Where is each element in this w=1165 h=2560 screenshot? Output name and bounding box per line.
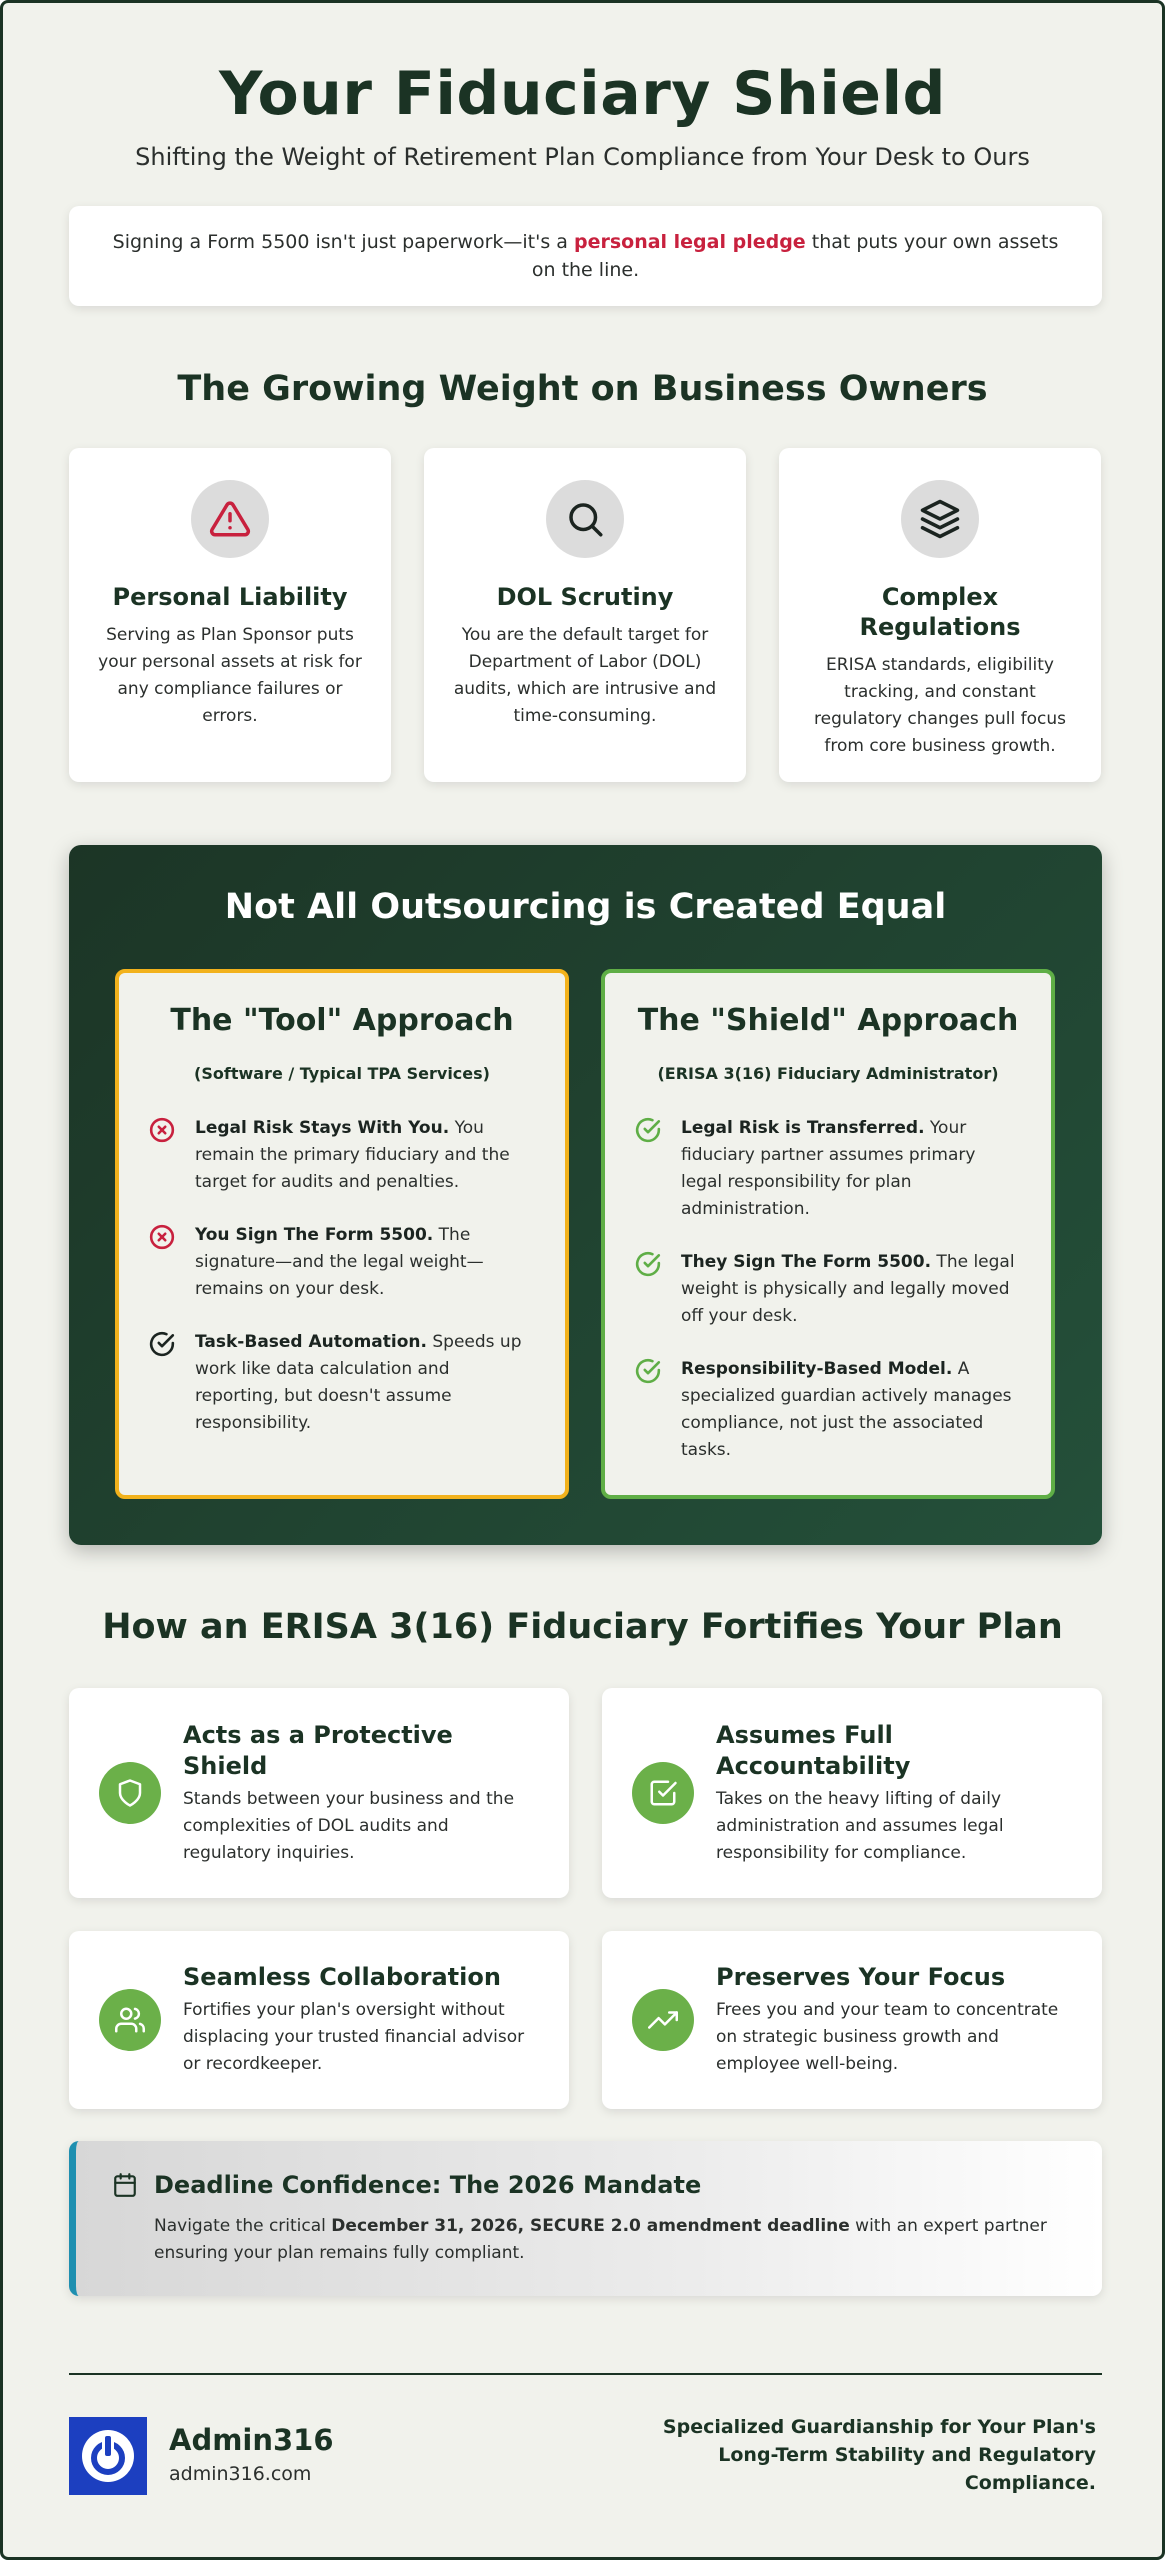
burden-card-regulations — [779, 448, 1101, 782]
pledge-callout — [69, 206, 1102, 306]
burden-card-dol — [424, 448, 746, 782]
deadline-callout — [69, 2141, 1102, 2296]
burden-section-title: The Growing Weight on Business Owners — [177, 369, 988, 409]
item-bold: You Sign The Form 5500. — [195, 1225, 434, 1245]
benefit-card-text: Stands between your business and the complexities of DOL audits and regulatory inquiries. — [183, 1788, 515, 1863]
item-text: The legal weight is physically and legally moved off your desk. — [681, 1252, 1015, 1326]
page-title: Your Fiduciary Shield — [219, 59, 946, 129]
list-item — [149, 1222, 535, 1303]
shield-approach-title: The "Shield" Approach — [637, 1003, 1019, 1038]
burden-card-title: DOL Scrutiny — [496, 583, 674, 611]
item-bold: Legal Risk Stays With You. — [195, 1118, 450, 1138]
benefit-card-collaboration — [69, 1931, 569, 2109]
users-icon — [99, 1989, 161, 2051]
benefit-card-shield — [69, 1688, 569, 1898]
calendar-icon — [112, 2172, 138, 2198]
check-square-icon — [632, 1762, 694, 1824]
tool-approach-subtitle: (Software / Typical TPA Services) — [194, 1064, 490, 1083]
deadline-text-before: Navigate the critical — [154, 2216, 332, 2236]
tool-approach-card — [115, 969, 569, 1499]
list-item — [149, 1115, 535, 1196]
list-item — [635, 1356, 1021, 1464]
benefit-card-text: Frees you and your team to concentrate on strategic business growth and employee well-being. — [716, 2000, 1059, 2074]
item-bold: Task-Based Automation. — [195, 1332, 427, 1352]
burden-card-liability — [69, 448, 391, 782]
pledge-text-after: that puts your own assets on the line. — [531, 231, 1059, 281]
item-text: Speeds up work like data calculation and reporting, but doesn't assume responsibility. — [195, 1332, 522, 1433]
benefit-card-title: Preserves Your Focus — [716, 1963, 1006, 1991]
shield-icon — [99, 1762, 161, 1824]
benefit-card-title: Assumes Full Accountability — [716, 1720, 911, 1780]
burden-card-title: Complex Regulations — [859, 583, 1021, 641]
benefit-card-text: Fortifies your plan's oversight without displacing your trusted financial advisor or recordkeeper. — [183, 2000, 525, 2074]
burden-card-title: Personal Liability — [112, 583, 348, 611]
benefit-card-title: Acts as a Protective Shield — [183, 1720, 453, 1780]
pledge-text-before: Signing a Form 5500 isn't just paperwork—it's a — [112, 231, 574, 253]
x-circle-icon — [149, 1224, 175, 1250]
benefits-section-title: How an ERISA 3(16) Fiduciary Fortifies Your Plan — [102, 1607, 1063, 1647]
comparison-panel — [69, 845, 1102, 1545]
brand-logo — [69, 2417, 147, 2495]
list-item — [635, 1115, 1021, 1223]
check-circle-icon — [635, 1358, 661, 1384]
benefit-card-title: Seamless Collaboration — [183, 1963, 501, 1991]
benefit-card-accountability — [602, 1688, 1102, 1898]
warning-triangle-icon — [191, 480, 269, 558]
tool-approach-title: The "Tool" Approach — [170, 1003, 514, 1038]
benefit-card-text: Takes on the heavy lifting of daily administration and assumes legal responsibility for compliance. — [716, 1788, 1004, 1863]
brand-name: Admin316 — [169, 2423, 334, 2457]
pledge-highlight: personal legal pledge — [573, 231, 806, 253]
burden-card-text: ERISA standards, eligibility tracking, and constant regulatory changes pull focus from core business growth. — [814, 655, 1066, 756]
deadline-text-after: with an expert partner ensuring your plan remains fully compliant. — [154, 2216, 1047, 2263]
item-text: You remain the primary fiduciary and the target for audits and penalties. — [195, 1118, 510, 1192]
burden-card-text: Serving as Plan Sponsor puts your personal assets at risk for any compliance failures or errors. — [98, 625, 362, 726]
x-circle-icon — [149, 1117, 175, 1143]
check-circle-icon — [635, 1251, 661, 1277]
deadline-title: Deadline Confidence: The 2026 Mandate — [154, 2171, 702, 2199]
check-circle-icon — [149, 1331, 175, 1357]
footer-divider — [69, 2373, 1102, 2375]
item-text: A specialized guardian actively manages compliance, not just the associated tasks. — [681, 1359, 1012, 1460]
shield-approach-card — [601, 969, 1055, 1499]
footer-tagline: Specialized Guardianship for Your Plan's Long-Term Stability and Regulatory Compliance. — [662, 2416, 1096, 2494]
item-text: Your fiduciary partner assumes primary legal responsibility for plan administration. — [681, 1118, 976, 1219]
brand-url[interactable]: admin316.com — [169, 2463, 312, 2485]
check-circle-icon — [635, 1117, 661, 1143]
benefit-card-focus — [602, 1931, 1102, 2109]
shield-approach-subtitle: (ERISA 3(16) Fiduciary Administrator) — [657, 1064, 999, 1083]
item-bold: They Sign The Form 5500. — [681, 1252, 932, 1272]
list-item — [149, 1329, 535, 1437]
page-subtitle: Shifting the Weight of Retirement Plan Compliance from Your Desk to Ours — [135, 143, 1030, 171]
deadline-date: December 31, 2026, SECURE 2.0 amendment deadline — [331, 2216, 850, 2236]
comparison-title: Not All Outsourcing is Created Equal — [224, 887, 947, 927]
search-icon — [546, 480, 624, 558]
power-logo-icon — [76, 2424, 140, 2488]
burden-card-text: You are the default target for Department of Labor (DOL) audits, which are intrusive and time-consuming. — [453, 625, 717, 726]
item-bold: Legal Risk is Transferred. — [681, 1118, 925, 1138]
list-item — [635, 1249, 1021, 1330]
trending-up-icon — [632, 1989, 694, 2051]
item-text: The signature—and the legal weight—remains on your desk. — [195, 1225, 484, 1299]
item-bold: Responsibility-Based Model. — [681, 1359, 953, 1379]
layers-icon — [901, 480, 979, 558]
